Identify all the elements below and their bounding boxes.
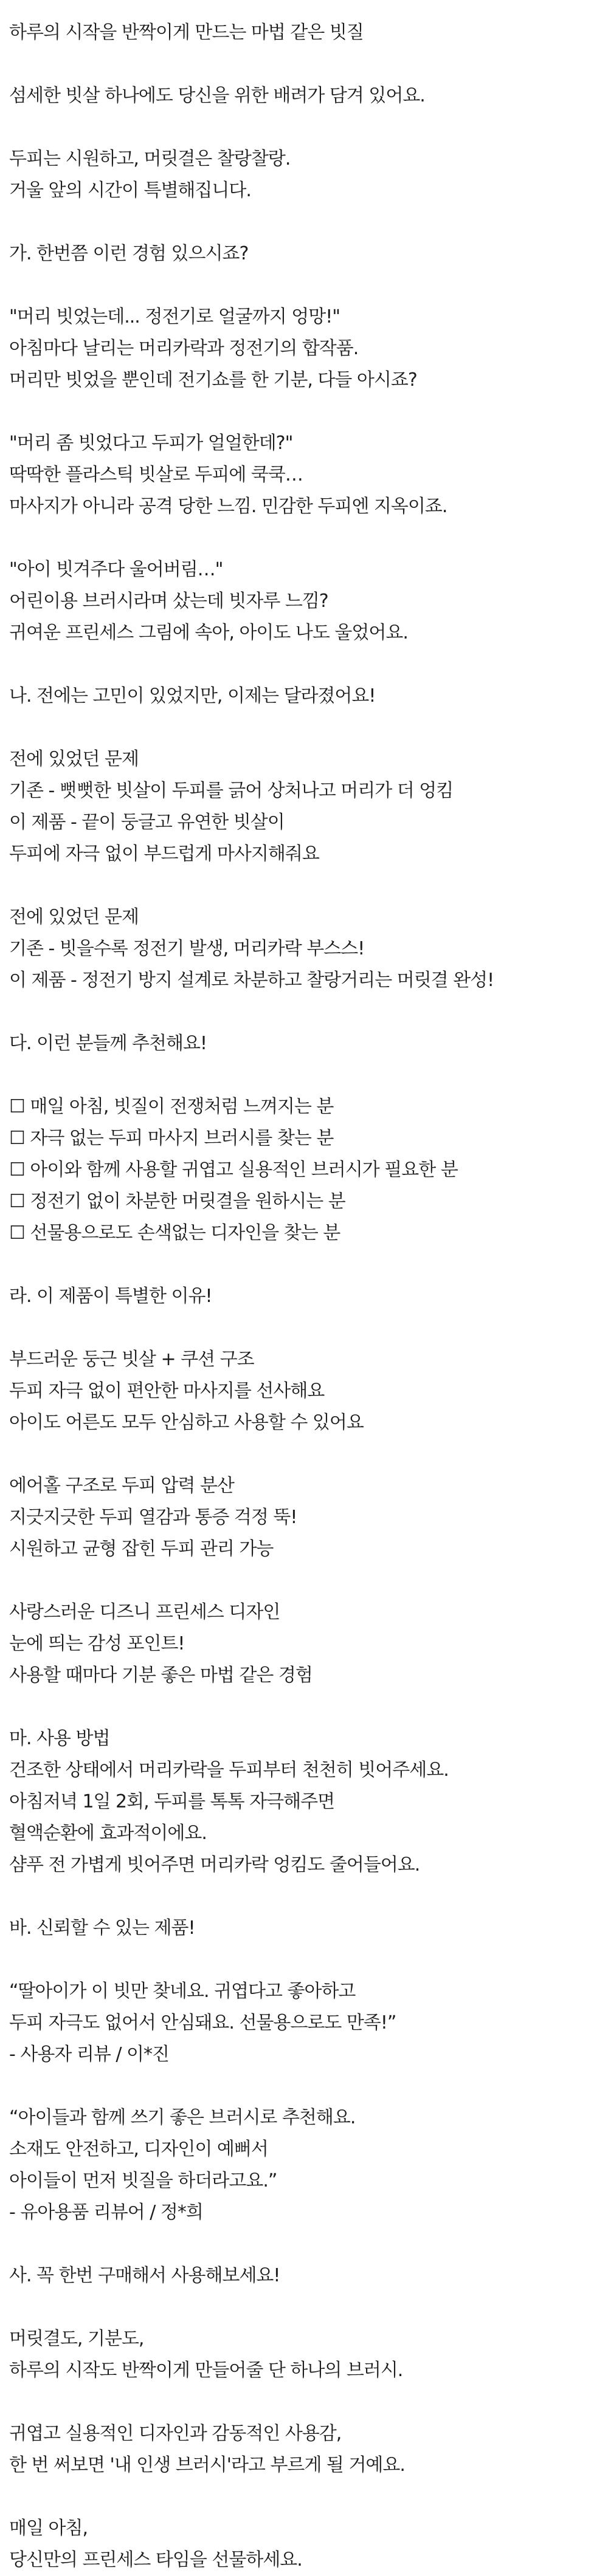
recommend-item: ☐ 자극 없는 두피 마사지 브러시를 찾는 분 xyxy=(9,1128,334,1149)
usage-text: 아침저녁 1일 2회, 두피를 톡톡 자극해주면 xyxy=(9,1791,335,1812)
feature-text: 지긋지긋한 두피 열감과 통증 걱정 뚝! xyxy=(9,1507,297,1528)
review-text: “아이들과 함께 쓰기 좋은 브러시로 추천해요. xyxy=(9,2107,356,2128)
recommend-item: ☐ 매일 아침, 빗질이 전쟁처럼 느껴지는 분 xyxy=(9,1096,334,1117)
section-heading-da: 다. 이런 분들께 추천해요! xyxy=(9,1033,207,1054)
closing-text: 하루의 시작도 반짝이게 만들어줄 단 하나의 브러시. xyxy=(9,2360,403,2381)
experience-quote: "아이 빗겨주다 울어버림…" xyxy=(9,559,223,580)
experience-quote: "머리 빗었는데... 정전기로 얼굴까지 엉망!" xyxy=(9,306,340,327)
closing-text: 한 번 써보면 '내 인생 브러시'라고 부르게 될 거예요. xyxy=(9,2454,405,2476)
experience-text: 머리만 빗었을 뿐인데 전기쇼를 한 기분, 다들 아시죠? xyxy=(9,369,417,391)
section-heading-ga: 가. 한번쯤 이런 경험 있으시죠? xyxy=(9,243,249,264)
feature-text: 사용할 때마다 기분 좋은 마법 같은 경험 xyxy=(9,1665,313,1686)
experience-text: 아침마다 날리는 머리카락과 정전기의 합작품. xyxy=(9,338,359,359)
feature-title: 에어홀 구조로 두피 압력 분산 xyxy=(9,1475,234,1496)
section-heading-ma: 마. 사용 방법 xyxy=(9,1728,110,1749)
recommend-item: ☐ 아이와 함께 사용할 귀엽고 실용적인 브러시가 필요한 분 xyxy=(9,1159,458,1180)
experience-text: 딱딱한 플라스틱 빗살로 두피에 쿡쿡… xyxy=(9,464,303,485)
experience-text: 귀여운 프린세스 그림에 속아, 아이도 나도 울었어요. xyxy=(9,622,408,643)
comparison-after: 이 제품 - 정전기 방지 설계로 차분하고 찰랑거리는 머릿결 완성! xyxy=(9,970,494,991)
review-text: 두피 자극도 없어서 안심돼요. 선물용으로도 만족!” xyxy=(9,2012,396,2033)
comparison-after: 이 제품 - 끝이 둥글고 유연한 빗살이 xyxy=(9,812,285,833)
usage-text: 샴푸 전 가볍게 빗어주면 머리카락 엉킴도 줄어들어요. xyxy=(9,1854,420,1875)
review-text: 소재도 안전하고, 디자인이 예뻐서 xyxy=(9,2139,268,2160)
intro-subtitle: 섬세한 빗살 하나에도 당신을 위한 배려가 담겨 있어요. xyxy=(9,85,425,106)
feature-text: 두피 자극 없이 편안한 마사지를 선사해요 xyxy=(9,1380,325,1402)
review-author: - 사용자 리뷰 / 이*진 xyxy=(9,2044,169,2065)
recommend-item: ☐ 선물용으로도 손색없는 디자인을 찾는 분 xyxy=(9,1222,340,1244)
closing-text: 머릿결도, 기분도, xyxy=(9,2328,144,2349)
review-author: - 유아용품 리뷰어 / 정*희 xyxy=(9,2202,203,2223)
usage-text: 건조한 상태에서 머리카락을 두피부터 천천히 빗어주세요. xyxy=(9,1759,449,1781)
feature-title: 사랑스러운 디즈니 프린세스 디자인 xyxy=(9,1601,280,1623)
section-heading-sa: 사. 꼭 한번 구매해서 사용해보세요! xyxy=(9,2265,280,2286)
feature-text: 시원하고 균형 잡힌 두피 관리 가능 xyxy=(9,1538,274,1560)
comparison-before: 기존 - 뻣뻣한 빗살이 두피를 긁어 상처나고 머리가 더 엉킴 xyxy=(9,780,454,801)
recommend-item: ☐ 정전기 없이 차분한 머릿결을 원하시는 분 xyxy=(9,1191,345,1212)
intro-title: 하루의 시작을 반짝이게 만드는 마법 같은 빗질 xyxy=(9,22,364,43)
section-heading-ra: 라. 이 제품이 특별한 이유! xyxy=(9,1286,212,1307)
feature-text: 아이도 어른도 모두 안심하고 사용할 수 있어요 xyxy=(9,1412,364,1433)
experience-text: 마사지가 아니라 공격 당한 느낌. 민감한 두피엔 지옥이죠. xyxy=(9,496,447,517)
feature-title: 부드러운 둥근 빗살 + 쿠션 구조 xyxy=(9,1349,254,1370)
feature-text: 눈에 띄는 감성 포인트! xyxy=(9,1633,185,1654)
closing-text: 귀엽고 실용적인 디자인과 감동적인 사용감, xyxy=(9,2423,342,2444)
comparison-title: 전에 있었던 문제 xyxy=(9,748,139,770)
closing-text: 당신만의 프린세스 타임을 선물하세요. xyxy=(9,2549,302,2571)
experience-text: 어린이용 브러시라며 샀는데 빗자루 느낌? xyxy=(9,591,328,612)
review-text: 아이들이 먼저 빗질을 하더라고요.” xyxy=(9,2170,277,2191)
comparison-before: 기존 - 빗을수록 정전기 발생, 머리카락 부스스! xyxy=(9,938,365,959)
intro-line: 두피는 시원하고, 머릿결은 찰랑찰랑. xyxy=(9,148,291,170)
intro-line: 거울 앞의 시간이 특별해집니다. xyxy=(9,180,251,201)
comparison-title: 전에 있었던 문제 xyxy=(9,906,139,928)
usage-text: 혈액순환에 효과적이에요. xyxy=(9,1823,207,1844)
experience-quote: "머리 좀 빗었다고 두피가 얼얼한데?" xyxy=(9,433,293,454)
review-text: “딸아이가 이 빗만 찾네요. 귀엽다고 좋아하고 xyxy=(9,1981,356,2002)
section-heading-ba: 바. 신뢰할 수 있는 제품! xyxy=(9,1917,195,1939)
closing-text: 매일 아침, xyxy=(9,2518,88,2539)
comparison-after: 두피에 자극 없이 부드럽게 마사지해줘요 xyxy=(9,843,319,865)
section-heading-na: 나. 전에는 고민이 있었지만, 이제는 달라졌어요! xyxy=(9,685,376,707)
